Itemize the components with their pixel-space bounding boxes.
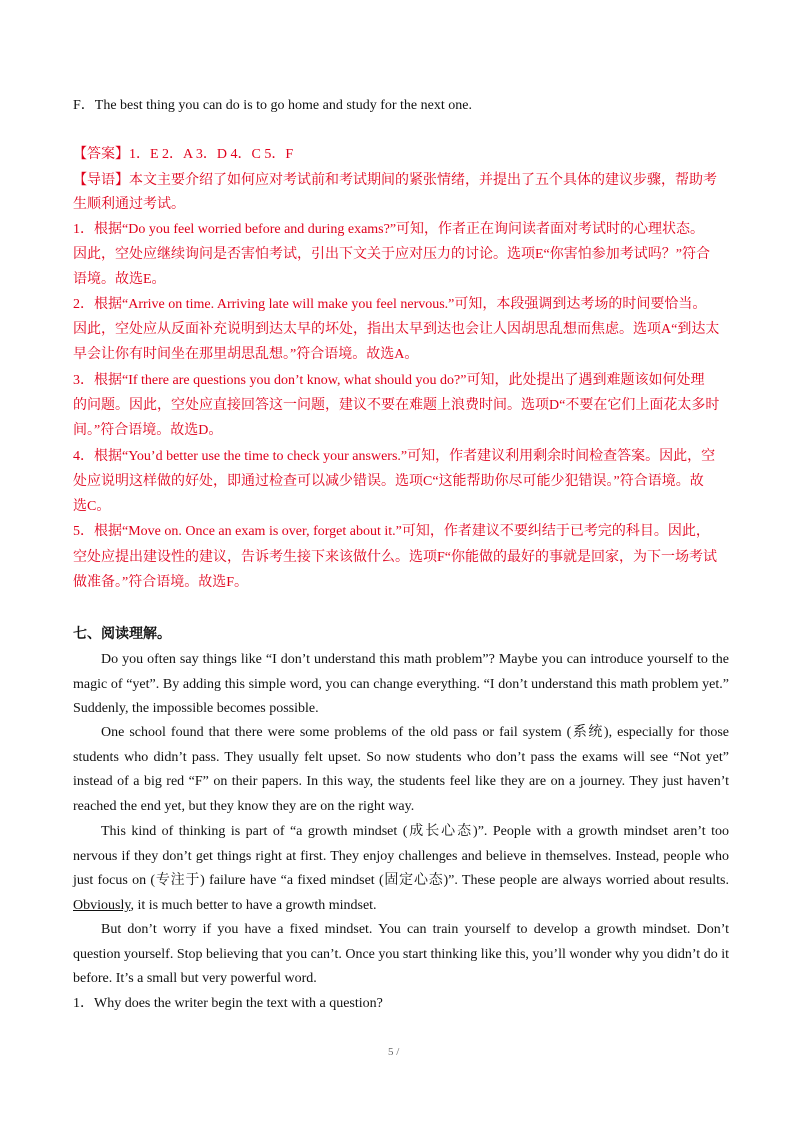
- answer-text: 1．E 2．A 3．D 4．C 5．F: [129, 147, 294, 162]
- passage-paragraph-3-text: This kind of thinking is part of “a growth mindset (成长心态)”. People with a growth mindset aren’t too nervous if they don’t get things right at first. They enjoy challenges and believe in themselves. Instead, people who just focus on (专注于) failure have “a fixed mindset (固定心态)”. These people are always worried about results.: [73, 824, 729, 889]
- explanation-line: 语境。故选E。: [73, 272, 166, 287]
- explanation-line: 间。”符合语境。故选D。: [73, 423, 223, 438]
- option-f: F．The best thing you can do is to go home and study for the next one.: [73, 98, 472, 113]
- passage-paragraph-1: Do you often say things like “I don’t understand this math problem”? Maybe you can introduce yourself to the magic of “yet”. By adding this simple word, you can change everything. “I don’t understand this math problem yet.” Suddenly, the impossible becomes possible.: [73, 652, 729, 717]
- explanation-line: 因此，空处应继续询问是否害怕考试，引出下文关于应对压力的讨论。选项E“你害怕参加考试吗？”符合: [73, 247, 710, 262]
- passage-paragraph-2: One school found that there were some problems of the old pass or fail system (系统), especially for those students who didn’t pass. They usually felt upset. So now students who don’t pass the exams will see “Not yet” instead of a big red “F” on their papers. In this way, the students feel like they are on a journey. They just haven’t reached the end yet, but they know they are on the right way.: [73, 725, 729, 814]
- explanation-line: 做准备。”符合语境。故选F。: [73, 575, 248, 590]
- passage-paragraph-3: [73, 820, 729, 918]
- explanation-line: 5．根据“Move on. Once an exam is over, forget about it.”可知，作者建议不要纠结于已考完的科目。因此，: [73, 524, 710, 539]
- question-1: 1．Why does the writer begin the text with a question?: [73, 996, 383, 1011]
- explanation-line: 3．根据“If there are questions you don’t know, what should you do?”可知，此处提出了遇到难题该如何处理: [73, 373, 705, 388]
- explanation-line: 1．根据“Do you feel worried before and during exams?”可知，作者正在询问读者面对考试时的心理状态。: [73, 222, 705, 237]
- explanation-line: 4．根据“You’d better use the time to check your answers.”可知，作者建议利用剩余时间检查答案。因此，空: [73, 449, 716, 464]
- guide-line-1: [73, 171, 729, 191]
- explanation-line: 因此，空处应从反面补充说明到达太早的坏处，指出太早到达也会让人因胡思乱想而焦虑。选项A“到达太: [73, 322, 720, 337]
- answer-label: 【答案】: [73, 147, 129, 162]
- guide-line-2: 生顺利通过考试。: [73, 197, 185, 212]
- passage-paragraph-4: But don’t worry if you have a fixed mindset. You can train yourself to develop a growth mindset. Don’t question yourself. Stop believing that you can’t. Once you start thinking like this, you’ll wonder why you didn’t do it before. It’s a small but very powerful word.: [73, 922, 729, 987]
- explanation-line: 的问题。因此，空处应直接回答这一问题，建议不要在难题上浪费时间。选项D“不要在它们上面花太多时: [73, 398, 720, 413]
- guide-text-1: 本文主要介绍了如何应对考试前和考试期间的紧张情绪，并提出了五个具体的建议步骤，帮助考: [129, 173, 717, 188]
- section-title: 七、阅读理解。: [73, 627, 171, 642]
- answer-line: [73, 145, 729, 165]
- page-number: 5 /: [388, 1046, 400, 1058]
- explanation-line: 处应说明这样做的好处，即通过检查可以减少错误。选项C“这能帮助你尽可能少犯错误。”符合语境。故: [73, 474, 704, 489]
- underlined-word-obviously: Obviously: [73, 897, 131, 913]
- explanation-line: 早会让你有时间坐在那里胡思乱想。”符合语境。故选A。: [73, 347, 419, 362]
- explanation-line: 选C。: [73, 499, 111, 514]
- guide-label: 【导语】: [73, 173, 129, 188]
- passage-paragraph-3-end: , it is much better to have a growth mindset.: [130, 897, 377, 913]
- explanation-line: 空处应提出建设性的建议，告诉考生接下来该做什么。选项F“你能做的最好的事就是回家，为下一场考试: [73, 550, 717, 565]
- explanation-line: 2．根据“Arrive on time. Arriving late will make you feel nervous.”可知，本段强调到达考场的时间要恰当。: [73, 297, 707, 312]
